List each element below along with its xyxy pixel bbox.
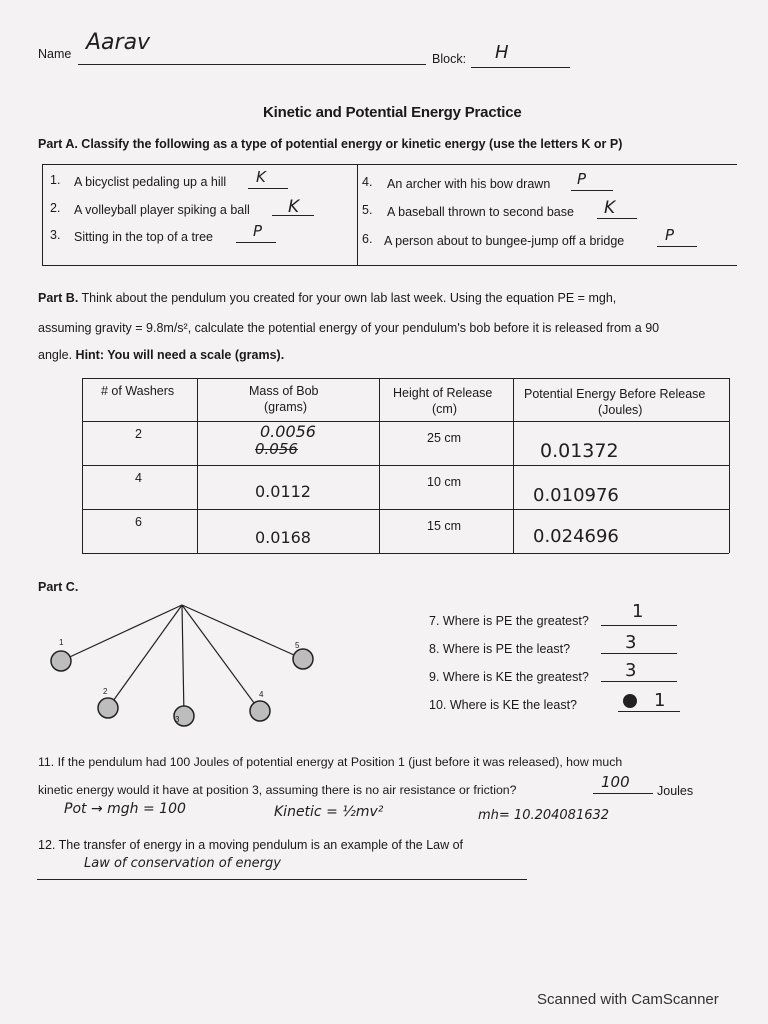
pendulum-bob xyxy=(98,698,118,718)
scribble-mark xyxy=(623,694,637,708)
cell-mass[interactable]: 0.0056 xyxy=(260,422,316,441)
part-a-left-border xyxy=(42,164,43,265)
item-number: 6. xyxy=(362,232,373,246)
position-label: 3 xyxy=(175,715,180,724)
work-line-2: Kinetic = ½mv² xyxy=(274,804,384,820)
block-value[interactable]: H xyxy=(495,42,509,63)
col-header-mass: Mass of Bob xyxy=(249,384,319,398)
item-answer[interactable]: P xyxy=(253,222,263,240)
question-text: 10. Where is KE the least? xyxy=(429,698,577,712)
cell-mass[interactable]: 0.0112 xyxy=(255,482,311,501)
item-answer[interactable]: K xyxy=(256,168,266,186)
answer-blank xyxy=(593,793,653,794)
item-answer[interactable]: K xyxy=(288,197,300,217)
pendulum-bob xyxy=(51,651,71,671)
answer-blank xyxy=(601,653,677,654)
question-12-answer[interactable]: Law of conservation of energy xyxy=(84,856,281,871)
item-answer[interactable]: P xyxy=(665,226,675,244)
cell-washers: 2 xyxy=(135,427,142,441)
item-number: 5. xyxy=(362,203,373,217)
part-b-line3 xyxy=(38,348,284,362)
cell-washers: 4 xyxy=(135,471,142,485)
part-b-hint: Hint: You will need a scale (grams). xyxy=(75,348,285,362)
question-11-line2: kinetic energy would it have at position 3, assuming there is no air resistance or friction? xyxy=(38,783,517,797)
table-border xyxy=(82,509,729,510)
item-number: 1. xyxy=(50,173,61,187)
cell-mass-struck: 0.056 xyxy=(255,440,298,458)
work-line-1: Pot → mgh = 100 xyxy=(64,801,186,817)
table-border xyxy=(82,465,729,466)
answer-blank xyxy=(571,190,613,191)
answer-blank xyxy=(618,711,680,712)
col-header-pe: Potential Energy Before Release xyxy=(524,387,706,401)
position-label: 4 xyxy=(259,690,264,699)
question-11-answer[interactable]: 100 xyxy=(601,773,630,791)
part-a-top-border xyxy=(42,164,737,165)
question-answer[interactable]: 3 xyxy=(625,660,637,681)
col-header-height: Height of Release xyxy=(393,386,493,400)
part-b-line1 xyxy=(38,291,616,305)
part-b-text1: Think about the pendulum you created for your own lab last week. Using the equation PE = mgh, xyxy=(81,291,617,305)
cell-pe[interactable]: 0.010976 xyxy=(533,485,619,506)
question-11-line1: 11. If the pendulum had 100 Joules of potential energy at Position 1 (just before it was released), how much xyxy=(38,755,623,769)
answer-blank xyxy=(657,246,697,247)
table-border xyxy=(197,378,198,553)
question-text: 9. Where is KE the greatest? xyxy=(429,670,589,684)
table-border xyxy=(82,378,83,553)
col-header-mass-unit: (grams) xyxy=(264,400,308,414)
page-title: Kinetic and Potential Energy Practice xyxy=(263,104,522,121)
part-b-line2: assuming gravity = 9.8m/s², calculate the potential energy of your pendulum's bob before it is released from a 90 xyxy=(38,321,660,335)
question-11-unit: Joules xyxy=(657,784,694,798)
cell-height: 25 cm xyxy=(427,431,462,445)
cell-mass[interactable]: 0.0168 xyxy=(255,528,311,547)
table-border xyxy=(82,378,729,379)
part-a-heading: Part A. Classify the following as a type of potential energy or kinetic energy (use the letters K or P) xyxy=(38,137,623,151)
item-text: An archer with his bow drawn xyxy=(387,177,551,191)
block-underline xyxy=(471,67,570,68)
position-label: 1 xyxy=(59,638,64,647)
item-text: A baseball thrown to second base xyxy=(387,205,574,219)
cell-height: 15 cm xyxy=(427,519,462,533)
work-line-3: mh= 10.204081632 xyxy=(478,808,610,823)
question-answer[interactable]: 3 xyxy=(625,632,637,653)
table-border xyxy=(729,378,730,553)
question-text: 8. Where is PE the least? xyxy=(429,642,571,656)
answer-blank xyxy=(37,879,527,880)
item-text: A bicyclist pedaling up a hill xyxy=(74,175,227,189)
cell-height: 10 cm xyxy=(427,475,462,489)
table-border xyxy=(82,553,729,554)
part-c-label: Part C. xyxy=(38,580,79,594)
part-a-bottom-border xyxy=(42,265,737,266)
col-header-washers: # of Washers xyxy=(101,384,175,398)
item-text: Sitting in the top of a tree xyxy=(74,230,213,244)
pendulum-string xyxy=(61,605,182,661)
pendulum-string xyxy=(108,605,182,708)
answer-blank xyxy=(601,681,677,682)
col-header-pe-unit: (Joules) xyxy=(598,403,643,417)
item-text: A person about to bungee-jump off a bridge xyxy=(384,234,625,248)
cell-pe[interactable]: 0.01372 xyxy=(540,440,619,462)
pendulum-bob xyxy=(250,701,270,721)
answer-blank xyxy=(272,215,314,216)
position-label: 5 xyxy=(295,641,300,650)
table-border xyxy=(82,421,729,422)
pendulum-string xyxy=(182,605,260,711)
col-header-height-unit: (cm) xyxy=(432,402,457,416)
scanner-watermark: Scanned with CamScanner xyxy=(537,991,719,1008)
cell-washers: 6 xyxy=(135,515,142,529)
table-border xyxy=(513,378,514,553)
answer-blank xyxy=(248,188,288,189)
question-text: 7. Where is PE the greatest? xyxy=(429,614,589,628)
answer-blank xyxy=(236,242,276,243)
item-text: A volleyball player spiking a ball xyxy=(74,203,250,217)
item-number: 4. xyxy=(362,175,373,189)
answer-blank xyxy=(601,625,677,626)
part-b-label: Part B. xyxy=(38,291,79,305)
position-label: 2 xyxy=(103,687,108,696)
item-answer[interactable]: P xyxy=(577,170,587,188)
pendulum-string xyxy=(182,605,184,716)
name-label: Name xyxy=(38,47,72,61)
item-answer[interactable]: K xyxy=(604,198,616,218)
part-a-divider xyxy=(357,164,358,265)
part-b-text3: angle. xyxy=(38,348,73,362)
name-underline xyxy=(78,64,426,65)
name-value[interactable]: Aarav xyxy=(86,30,151,55)
item-number: 3. xyxy=(50,228,61,242)
item-number: 2. xyxy=(50,201,61,215)
question-12-text: 12. The transfer of energy in a moving pendulum is an example of the Law of xyxy=(38,838,464,852)
cell-pe[interactable]: 0.024696 xyxy=(533,526,619,547)
table-border xyxy=(379,378,380,553)
question-answer[interactable]: 1 xyxy=(632,601,644,622)
block-label: Block: xyxy=(432,52,467,66)
pendulum-diagram xyxy=(40,595,340,730)
question-answer[interactable]: 1 xyxy=(654,690,666,711)
answer-blank xyxy=(597,218,637,219)
pendulum-bob xyxy=(293,649,313,669)
pendulum-string xyxy=(182,605,303,659)
